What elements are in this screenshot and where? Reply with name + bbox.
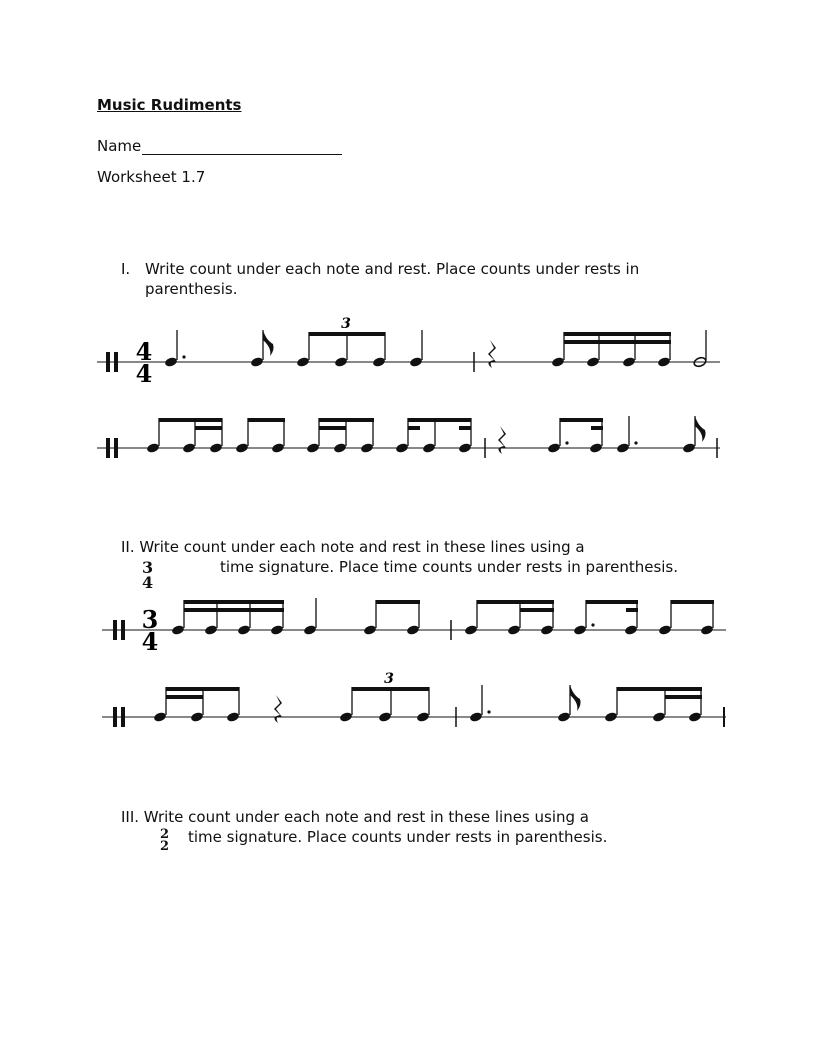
section1-numeral: I. [121, 260, 131, 278]
rhythm-line-1 [0, 310, 817, 390]
tuplet-label: 3 [341, 316, 351, 332]
inline-ts-top: 2 [160, 827, 170, 842]
worksheet-number: Worksheet 1.7 [97, 168, 206, 186]
time-signature-top: 4 [135, 337, 153, 366]
rhythm-line-3 [0, 580, 817, 660]
inline-ts-top: 3 [142, 558, 154, 577]
section2-instruction-line2: time signature. Place time counts under rests in parenthesis. [220, 558, 679, 576]
section2-instruction-line1: II. Write count under each note and rest in these lines using a [121, 538, 585, 556]
tuplet-label: 3 [384, 671, 394, 687]
time-signature-bottom: 4 [141, 627, 159, 656]
section3-instruction-line2: time signature. Place counts under rests in parenthesis. [188, 828, 608, 846]
rhythm-line-2 [0, 400, 817, 470]
time-signature-bottom: 4 [135, 359, 153, 388]
inline-ts-bottom: 4 [142, 573, 154, 593]
rhythm-line-4 [0, 667, 817, 737]
name-row [97, 137, 342, 155]
name-label: Name [97, 137, 142, 155]
inline-ts-bottom: 2 [160, 839, 170, 855]
name-blank-line[interactable] [142, 138, 342, 155]
section1-instruction: Write count under each note and rest. Place counts under rests in parenthesis. [145, 260, 640, 298]
worksheet-title: Music Rudiments [97, 96, 242, 114]
time-signature-top: 3 [141, 605, 159, 634]
section3-instruction-line1: III. Write count under each note and rest in these lines using a [121, 808, 589, 826]
section3-inline-time-signature [160, 829, 169, 854]
